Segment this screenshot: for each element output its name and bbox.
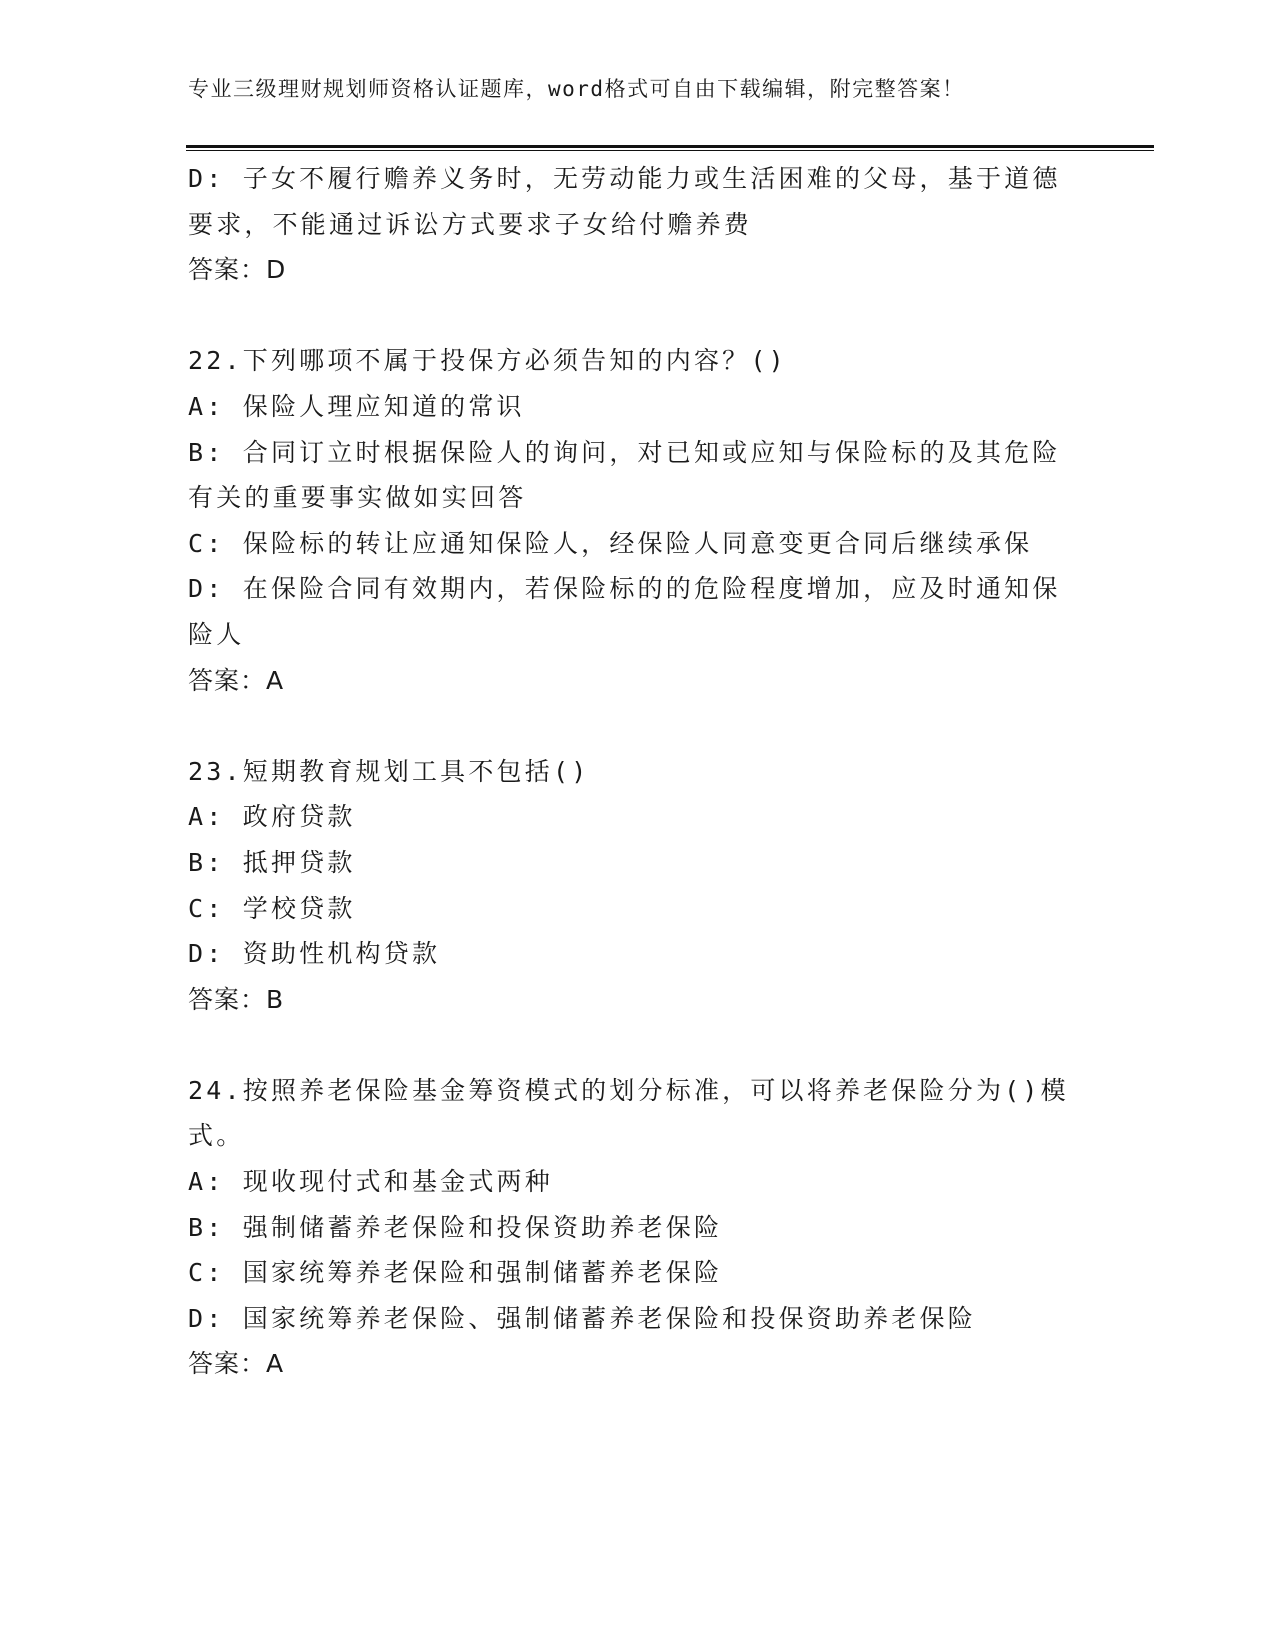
question-22: [188, 338, 1088, 703]
question-21-tail: [188, 156, 1088, 293]
question-24: [188, 1068, 1088, 1387]
question-stem: 式。: [188, 1121, 245, 1151]
question-content: [188, 156, 1088, 1387]
option-d-line: 险人: [188, 619, 245, 649]
option-a: A: 现收现付式和基金式两种: [188, 1167, 553, 1197]
header-rule-thick: [186, 145, 1154, 148]
option-b: B: 抵押贷款: [188, 847, 356, 877]
header-rule-thin: [186, 150, 1154, 151]
answer-label: 答案：A: [188, 665, 285, 695]
answer-label: 答案：D: [188, 255, 287, 285]
question-23: [188, 749, 1088, 1023]
spacer: [188, 1022, 1088, 1068]
option-d: D: 资助性机构贷款: [188, 939, 441, 969]
option-d-line: D: 在保险合同有效期内，若保险标的的危险程度增加，应及时通知保: [188, 574, 1061, 604]
question-stem: 24.按照养老保险基金筹资模式的划分标准，可以将养老保险分为()模: [188, 1075, 1069, 1105]
option-c: C: 学校贷款: [188, 893, 356, 923]
option-d-line: 要求，不能通过诉讼方式要求子女给付赡养费: [188, 209, 753, 239]
spacer: [188, 293, 1088, 339]
option-a: A: 政府贷款: [188, 802, 356, 832]
option-b: B: 强制储蓄养老保险和投保资助养老保险: [188, 1212, 723, 1242]
option-b-line: 有关的重要事实做如实回答: [188, 483, 527, 513]
page-header: 专业三级理财规划师资格认证题库，word格式可自由下载编辑，附完整答案！: [188, 77, 965, 101]
question-stem: 22.下列哪项不属于投保方必须告知的内容？(): [188, 346, 787, 376]
option-a: A: 保险人理应知道的常识: [188, 391, 525, 421]
answer-label: 答案：A: [188, 1349, 285, 1379]
option-c: C: 国家统筹养老保险和强制储蓄养老保险: [188, 1258, 723, 1288]
spacer: [188, 703, 1088, 749]
option-d-line: D: 子女不履行赡养义务时，无劳动能力或生活困难的父母，基于道德: [188, 164, 1061, 193]
question-stem: 23.短期教育规划工具不包括(): [188, 756, 590, 786]
answer-label: 答案：B: [188, 984, 285, 1014]
option-d: D: 国家统筹养老保险、强制储蓄养老保险和投保资助养老保险: [188, 1303, 976, 1333]
option-b-line: B: 合同订立时根据保险人的询问，对已知或应知与保险标的及其危险: [188, 437, 1061, 467]
option-c: C: 保险标的转让应通知保险人，经保险人同意变更合同后继续承保: [188, 528, 1033, 558]
